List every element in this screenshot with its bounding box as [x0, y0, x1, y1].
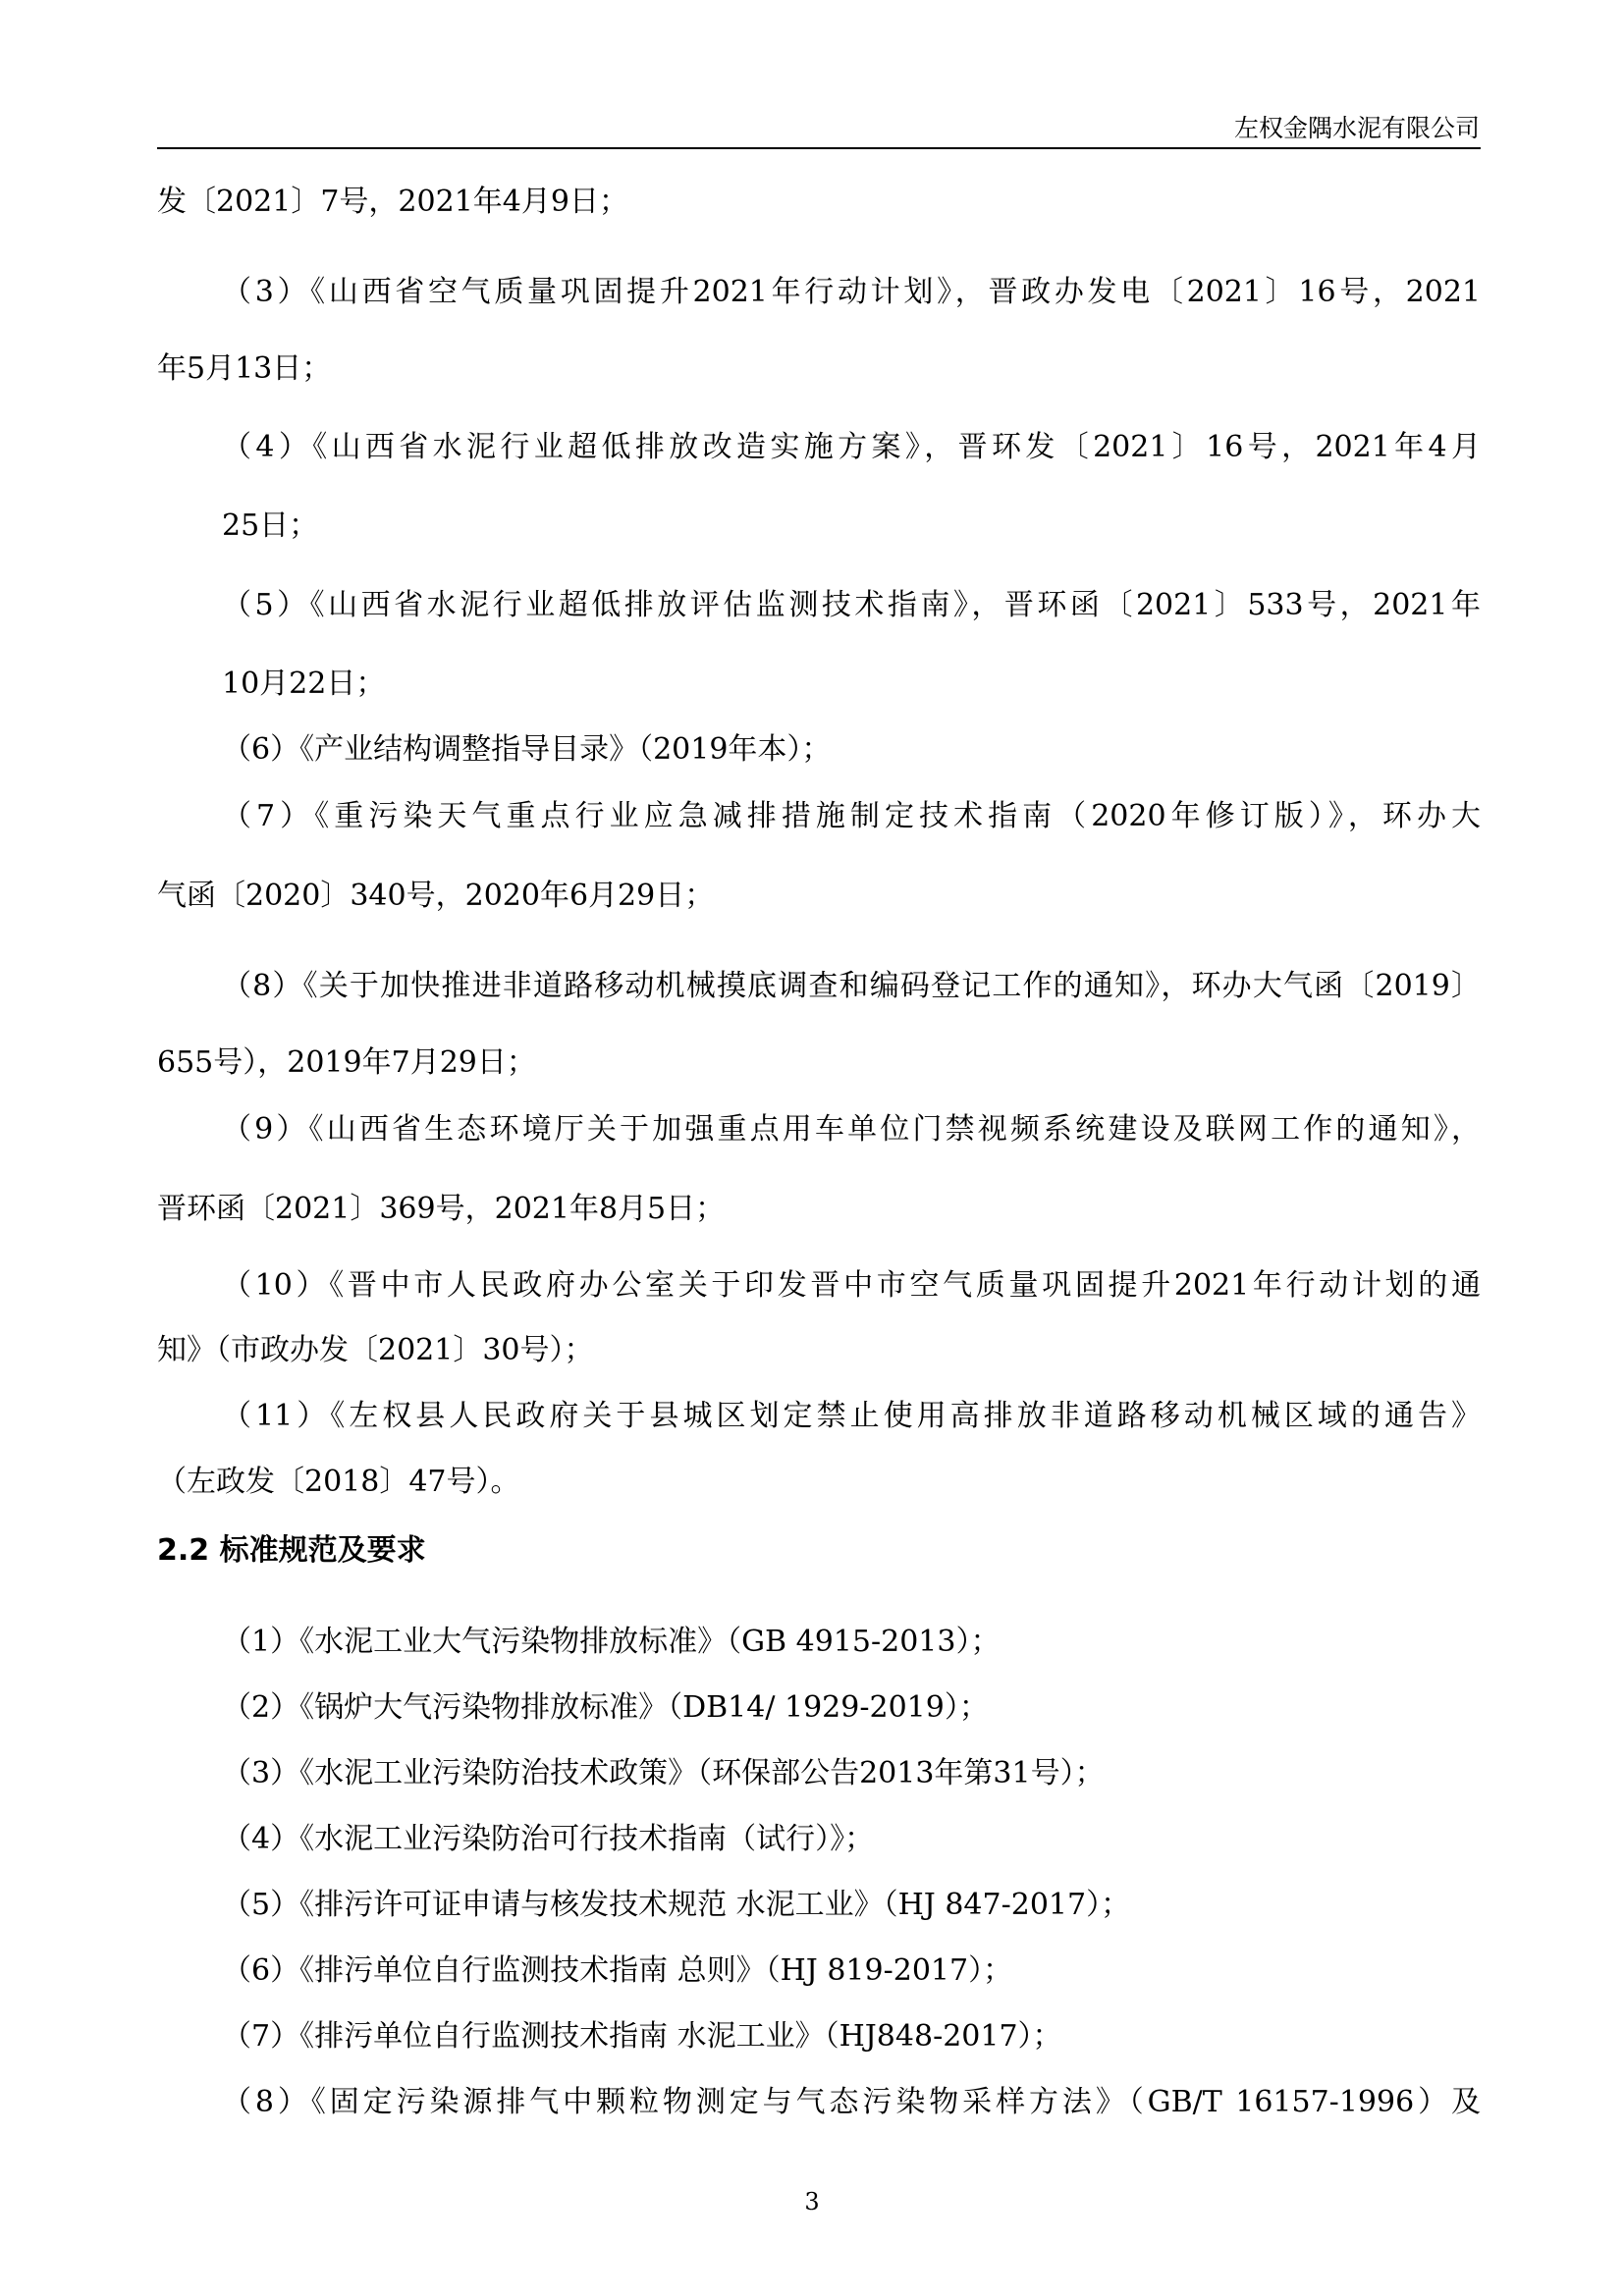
body-line: 10月22日； — [222, 667, 386, 701]
list-item: （6）《排污单位自行监测技术指南 总则》（HJ 819-2017）； — [222, 1953, 1013, 1988]
list-item: （3）《水泥工业污染防治技术政策》（环保部公告2013年第31号）； — [222, 1756, 1105, 1790]
body-line: （8）《关于加快推进非道路移动机械摸底调查和编码登记工作的通知》，环办大气函〔2019〕 — [222, 969, 1481, 1003]
body-line: 655号），2019年7月29日； — [157, 1045, 536, 1080]
body-line: （左政发〔2018〕47号）。 — [157, 1465, 520, 1499]
list-item: （4）《水泥工业污染防治可行技术指南（试行）》； — [222, 1822, 875, 1856]
list-item: （8）《固定污染源排气中颗粒物测定与气态污染物采样方法》（GB/T 16157-1996）及 — [222, 2085, 1481, 2119]
body-line: （7）《重污染天气重点行业应急减排措施制定技术指南（2020年修订版）》，环办大 — [222, 799, 1481, 833]
body-line: （3）《山西省空气质量巩固提升2021年行动计划》，晋政办发电〔2021〕16号，2021 — [222, 275, 1481, 309]
body-line: （10）《晋中市人民政府办公室关于印发晋中市空气质量巩固提升2021年行动计划的通 — [222, 1268, 1481, 1303]
body-line: 知》（市政办发〔2021〕30号）； — [157, 1333, 594, 1367]
body-line: 25日； — [222, 508, 319, 543]
page-number: 3 — [804, 2188, 820, 2216]
list-item: （1）《水泥工业大气污染物排放标准》（GB 4915-2013）； — [222, 1625, 1001, 1659]
section-heading: 2.2 标准规范及要求 — [157, 1533, 426, 1568]
body-line: 晋环函〔2021〕369号，2021年8月5日； — [157, 1192, 726, 1226]
body-line: 气函〔2020〕340号，2020年6月29日； — [157, 879, 715, 913]
header-company-name: 左权金隅水泥有限公司 — [1233, 114, 1480, 142]
body-line: （5）《山西省水泥行业超低排放评估监测技术指南》，晋环函〔2021〕533号，2021年 — [222, 588, 1481, 622]
list-item: （2）《锅炉大气污染物排放标准》（DB14/ 1929-2019）； — [222, 1690, 989, 1725]
body-line: 发〔2021〕7号，2021年4月9日； — [157, 185, 628, 219]
header-divider — [157, 147, 1481, 149]
body-line: （11）《左权县人民政府关于县城区划定禁止使用高排放非道路移动机械区域的通告》 — [222, 1399, 1481, 1433]
body-line: 年5月13日； — [157, 351, 332, 386]
body-line: （4）《山西省水泥行业超低排放改造实施方案》，晋环发〔2021〕16号，2021年4月 — [222, 430, 1481, 464]
body-line: （9）《山西省生态环境厅关于加强重点用车单位门禁视频系统建设及联网工作的通知》， — [222, 1112, 1481, 1147]
list-item: （5）《排污许可证申请与核发技术规范 水泥工业》（HJ 847-2017）； — [222, 1888, 1131, 1922]
body-line: （6）《产业结构调整指导目录》（2019年本）； — [222, 732, 832, 767]
list-item: （7）《排污单位自行监测技术指南 水泥工业》（HJ848-2017）； — [222, 2019, 1062, 2054]
